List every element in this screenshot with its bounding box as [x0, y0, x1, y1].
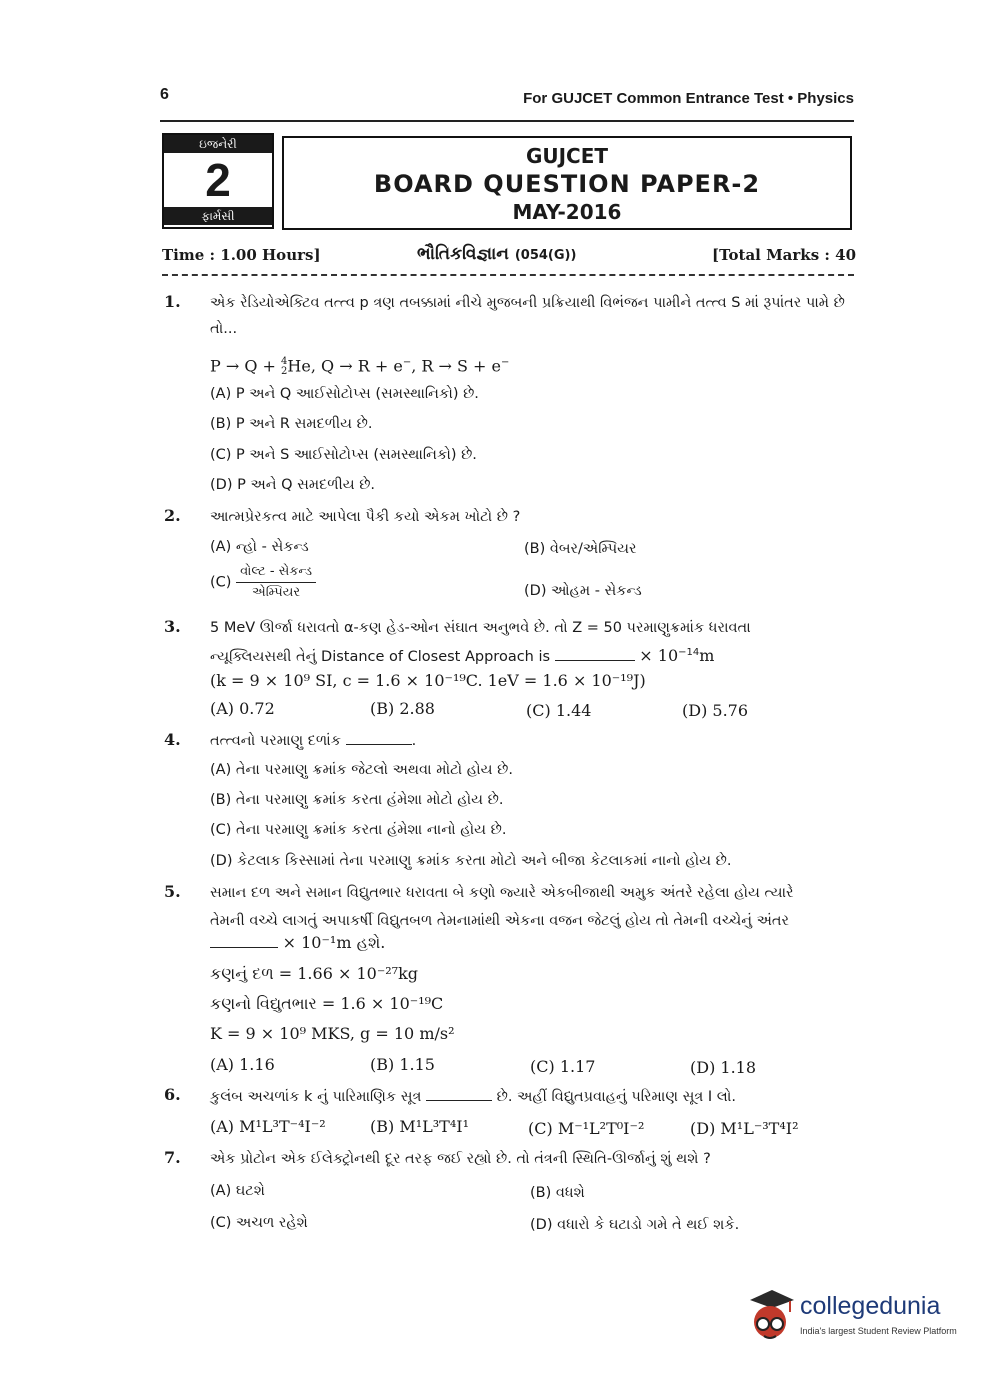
given-mass: કણનું દળ = 1.66 × 10⁻²⁷kg: [210, 964, 419, 983]
answer-blank: [555, 660, 635, 661]
option-a: (A) 1.16: [210, 1055, 275, 1074]
paper-number-badge: [162, 133, 274, 229]
fraction-denominator: એમ્પિયર: [252, 585, 301, 600]
option-c: (C) 1.17: [530, 1057, 596, 1076]
question-number: 1.: [164, 292, 181, 311]
option-b: (B) વેબર/એમ્પિયર: [524, 541, 637, 557]
collegedunia-watermark: [742, 1286, 972, 1350]
option-c: (C) M⁻¹L²T⁰I⁻²: [528, 1119, 645, 1138]
question-text: છે. અહીં વિદ્યુતપ્રવાહનું પરિમાણ સૂત્ર I લો.: [496, 1089, 736, 1105]
equation-part: , R → S + e: [411, 356, 502, 376]
given-constants: (k = 9 × 10⁹ SI, c = 1.6 × 10⁻¹⁹C. 1eV = 1.6 × 10⁻¹⁹J): [210, 671, 646, 690]
option-c: [210, 562, 510, 603]
option-d: (D) 1.18: [690, 1058, 757, 1077]
question-number: 7.: [164, 1148, 181, 1167]
answer-blank: [426, 1100, 492, 1101]
exam-meta-row: [162, 244, 856, 270]
exponent: −14: [678, 647, 700, 658]
question-text: 5 MeV ઊર્જા ધરાવતો α-કણ હેડ-ઓન સંઘાત અનુભવે છે. તો Z = 50 પરમાણુક્રમાંક ધરાવતા: [210, 620, 751, 636]
title-box: [282, 136, 852, 230]
question-number: 4.: [164, 730, 181, 749]
equation-part: He, Q → R + e: [287, 356, 403, 376]
badge-number: 2: [205, 154, 231, 206]
atomic-number: 2: [281, 365, 288, 377]
fraction-numerator: વોલ્ટ - સેકન્ડ: [236, 562, 316, 583]
answer-blank: [346, 744, 412, 745]
exam-time: Time : 1.00 Hours]: [162, 246, 321, 264]
given-constants: K = 9 × 10⁹ MKS, g = 10 m/s²: [210, 1024, 455, 1043]
question-text: સમાન દળ અને સમાન વિદ્યુતભાર ધરાવતા બે કણો જ્યારે એકબીજાથી અમુક અંતરે રહેલા હોય ત્યારે: [210, 885, 794, 901]
option-d: (D) વધારો કે ઘટાડો ગમે તે થઈ શકે.: [530, 1217, 740, 1233]
question-text: કુલંબ અચળાંક k નું પારિમાણિક સૂત્ર: [210, 1089, 422, 1105]
fraction: [236, 562, 316, 603]
option-a: (A) 0.72: [210, 699, 275, 718]
option-a: (A) M¹L³T⁻⁴I⁻²: [210, 1117, 326, 1136]
mascot-logo-icon: [742, 1286, 796, 1348]
reaction-equation: P → Q + 4 2 He, Q → R + e−, R → S + e−: [210, 355, 510, 377]
header-rule: [160, 120, 854, 122]
question-text: તેમની વચ્ચે લાગતું અપાકર્ષી વિદ્યુતબળ તેમનામાંથી એકના વજન જેટલું હોય તો તેમની વચ્ચેનું અંતર: [210, 913, 790, 929]
question-number: 5.: [164, 882, 181, 901]
option-d: (D) ઓહમ - સેકન્ડ: [524, 583, 642, 599]
option-b: (B) P અને R સમદળીય છે.: [210, 416, 373, 432]
question-number: 6.: [164, 1085, 181, 1104]
title-line-3: MAY-2016: [512, 200, 622, 224]
question-text: એક પ્રોટોન એક ઈલેક્ટ્રોનથી દૂર તરફ જઈ રહ્યો છે. તો તંત્રની સ્થિતિ-ઊર્જાનું શું થશે ?: [210, 1151, 711, 1167]
page-number: 6: [160, 86, 169, 103]
option-a: (A) P અને Q આઈસોટોપ્સ (સમસ્થાનિકો) છે.: [210, 386, 479, 402]
option-c-label: (C): [210, 574, 232, 591]
question-text: આત્મપ્રેરકત્વ માટે આપેલા પૈકી કયો એકમ ખોટો છે ?: [210, 509, 521, 525]
option-c: (C) P અને S આઈસોટોપ્સ (સમસ્થાનિકો) છે.: [210, 447, 477, 463]
answer-blank: [210, 947, 278, 948]
option-d: (D) કેટલાક કિસ્સામાં તેના પરમાણુ ક્રમાંક કરતા મોટો અને બીજા કેટલાકમાં નાનો હોય છે.: [210, 853, 732, 869]
total-marks: [Total Marks : 40: [711, 246, 856, 264]
option-b: (B) 1.15: [370, 1055, 435, 1074]
dashed-divider: [162, 274, 854, 276]
option-d: (D) M¹L⁻³T⁴I²: [690, 1119, 799, 1138]
title-line-1: GUJCET: [525, 144, 609, 168]
unit: m: [699, 645, 715, 665]
badge-top-label: ઇજનેરી: [164, 135, 272, 153]
question-text: ન્યૂક્લિયસથી તેનું Distance of Closest Approach is: [210, 648, 551, 665]
brand-name: collegedunia: [800, 1292, 941, 1320]
subject-code: (054(G)): [514, 248, 577, 263]
question-number: 3.: [164, 617, 181, 636]
option-d: (D) P અને Q સમદળીય છે.: [210, 477, 376, 493]
option-b: (B) 2.88: [370, 699, 435, 718]
option-c: (C) 1.44: [526, 701, 592, 720]
title-line-2: BOARD QUESTION PAPER-2: [373, 170, 761, 198]
subject-title: [417, 244, 576, 264]
question-text: એક રેડિયોએક્ટિવ તત્ત્વ p ત્રણ તબક્કામાં નીચે મુજબની પ્રક્રિયાથી વિભંજન પામીને તત્ત્વ S માં રૂપાંતર પામે છે તો...: [210, 295, 845, 337]
mass-number: 4: [281, 355, 288, 367]
option-a: (A) ન્હો - સેકન્ડ: [210, 539, 309, 555]
subject-name: ભૌતિકવિજ્ઞાન: [417, 244, 509, 264]
option-b: (B) M¹L³T⁴I¹: [370, 1117, 469, 1136]
given-charge: કણનો વિદ્યુતભાર = 1.6 × 10⁻¹⁹C: [210, 994, 444, 1013]
running-head: For GUJCET Common Entrance Test • Physics: [523, 90, 854, 107]
brand-tagline: India's largest Student Review Platform: [800, 1326, 957, 1336]
question-number: 2.: [164, 506, 181, 525]
option-a: (A) તેના પરમાણુ ક્રમાંક જેટલો અથવા મોટો હોય છે.: [210, 762, 513, 778]
option-c: (C) તેના પરમાણુ ક્રમાંક કરતા હંમેશા નાનો હોય છે.: [210, 822, 507, 838]
option-b: (B) વધશે: [530, 1185, 585, 1201]
equation-part: P → Q +: [210, 356, 282, 376]
badge-bottom-label: ફાર્મસી: [164, 207, 272, 225]
question-text-line: [210, 1084, 860, 1110]
question-text-line-3: [210, 930, 860, 957]
question-text: તત્ત્વનો પરમાણુ દળાંક: [210, 733, 341, 749]
question-text-line-2: [210, 640, 860, 670]
question-text: × 10⁻¹m હશે.: [282, 933, 386, 952]
option-c: (C) અચળ રહેશે: [210, 1215, 308, 1231]
exponent-text: × 10: [639, 645, 679, 665]
option-b: (B) તેના પરમાણુ ક્રમાંક કરતા હંમેશા મોટો હોય છે.: [210, 792, 504, 808]
question-text-line: તત્ત્વનો પરમાણુ દળાંક .: [210, 733, 417, 749]
option-d: (D) 5.76: [682, 701, 749, 720]
option-a: (A) ઘટશે: [210, 1183, 265, 1199]
